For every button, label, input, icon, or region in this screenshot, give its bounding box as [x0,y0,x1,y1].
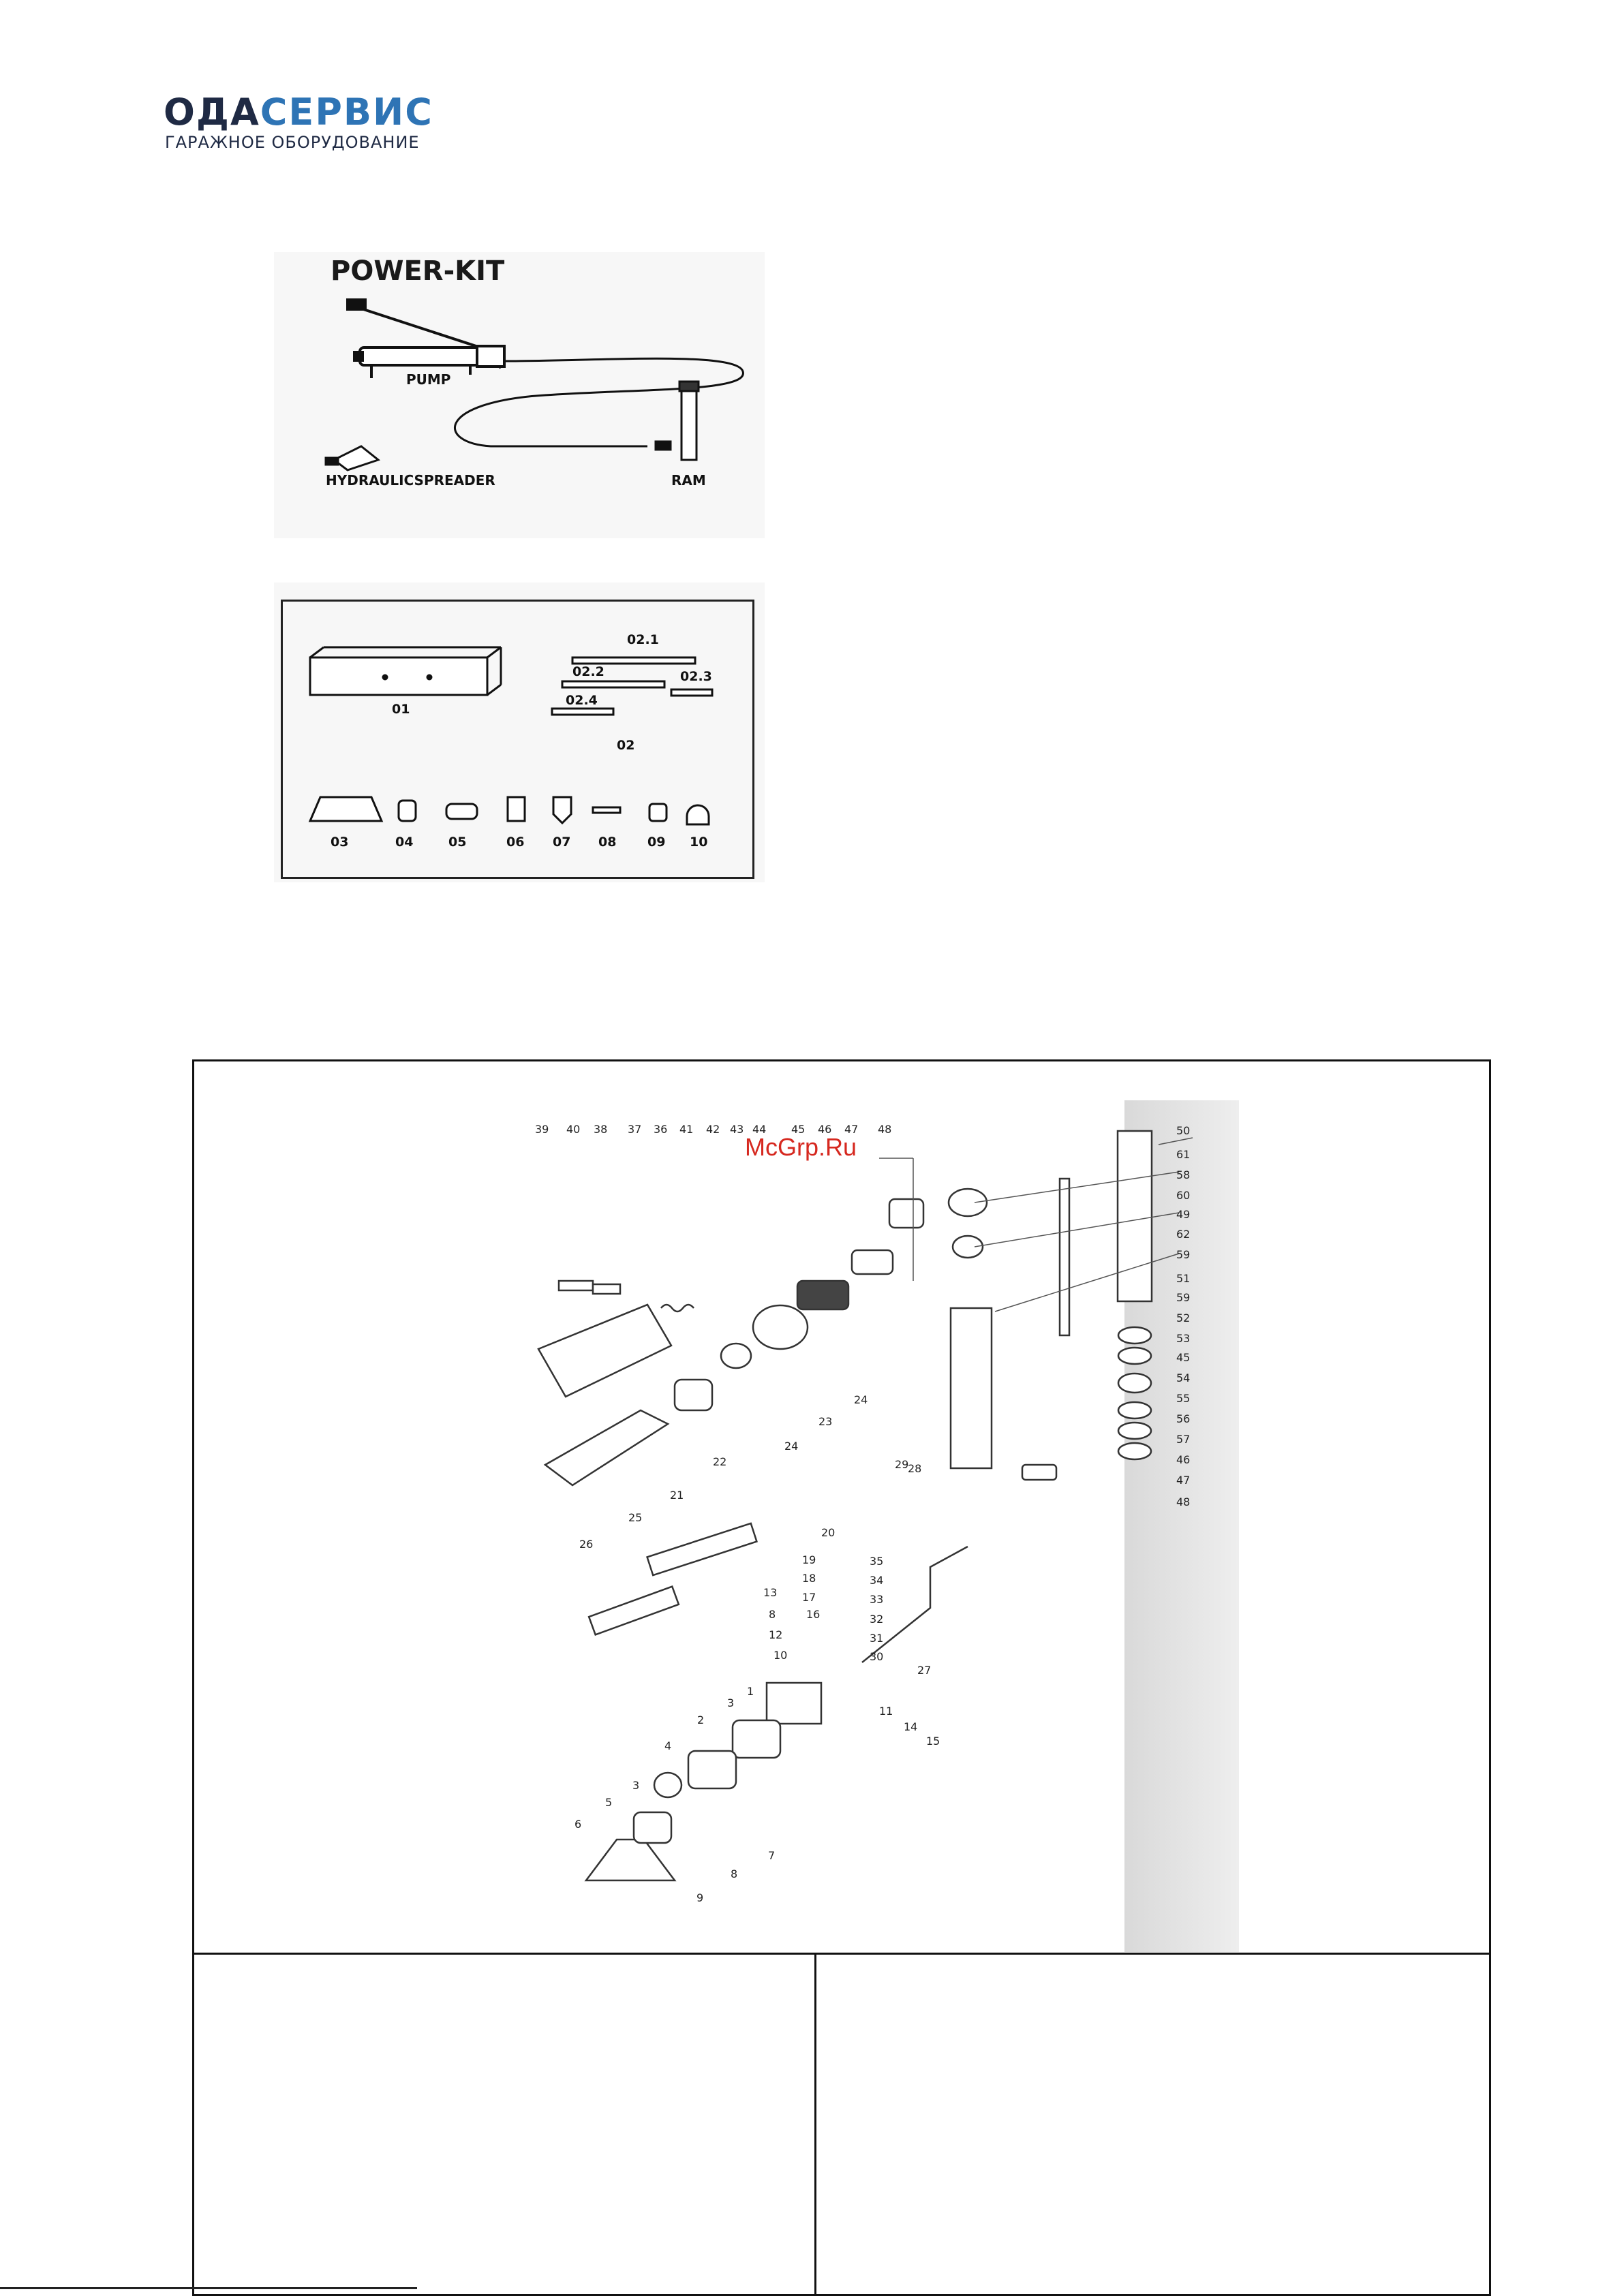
table-divider [814,1953,816,2296]
part-number: 34 [870,1574,884,1587]
part-number: 59 [1176,1291,1191,1304]
part-number: 35 [870,1555,884,1568]
part-number: 50 [1176,1124,1191,1137]
logo-part-1: ОДА [164,91,260,134]
part-number: 25 [628,1511,643,1524]
part-number: 45 [791,1123,806,1136]
part-number: 24 [854,1393,868,1406]
part-number: 3 [632,1779,640,1792]
part-number: 56 [1176,1412,1191,1425]
part-number: 1 [747,1685,754,1698]
part-number: 53 [1176,1332,1191,1345]
part-number: 9 [696,1891,704,1904]
part-number: 45 [1176,1351,1191,1364]
accessory-label: 10 [690,835,708,850]
power-kit-title: POWER-KIT [331,255,505,287]
part-number: 46 [1176,1453,1191,1466]
part-number: 58 [1176,1168,1191,1181]
part-number: 10 [773,1649,788,1662]
accessory-label: 05 [448,835,467,850]
company-logo [164,92,484,153]
extension-label-1: 02.1 [627,632,659,647]
part-number: 40 [566,1123,581,1136]
part-number: 62 [1176,1228,1191,1241]
part-number: 55 [1176,1392,1191,1405]
part-number: 48 [878,1123,892,1136]
part-number: 21 [670,1489,684,1502]
part-number: 54 [1176,1371,1191,1384]
part-number: 41 [679,1123,694,1136]
part-number: 39 [535,1123,549,1136]
part-number: 23 [818,1415,833,1428]
logo-wordmark [164,92,433,133]
part-number: 4 [664,1739,672,1752]
extension-group-label: 02 [617,738,635,753]
part-number: 47 [844,1123,859,1136]
part-number: 36 [654,1123,668,1136]
part-number: 33 [870,1593,884,1606]
part-number: 52 [1176,1312,1191,1324]
accessory-label: 07 [553,835,571,850]
part-number: 47 [1176,1474,1191,1487]
part-number: 48 [1176,1495,1191,1508]
part-number: 24 [784,1440,799,1453]
part-number: 46 [818,1123,832,1136]
footnote-rule [0,2287,417,2289]
power-kit-figure [274,252,765,538]
exploded-view-table [192,1059,1491,2296]
part-number: 8 [769,1608,776,1621]
accessory-label: 06 [506,835,525,850]
part-number: 19 [802,1553,816,1566]
part-number: 44 [752,1123,767,1136]
extension-label-4: 02.4 [566,693,598,708]
watermark: McGrp.Ru [745,1133,857,1161]
part-number: 14 [904,1720,918,1733]
part-number: 18 [802,1572,816,1585]
table-divider [192,1953,1491,1955]
extension-label-3: 02.3 [680,669,712,684]
part-number: 38 [594,1123,608,1136]
part-number: 30 [870,1650,884,1663]
part-number: 31 [870,1632,884,1645]
part-number: 49 [1176,1208,1191,1221]
part-number: 11 [879,1705,893,1718]
part-number: 29 [895,1458,909,1471]
part-number: 6 [574,1818,582,1831]
part-number: 20 [821,1526,836,1539]
part-number: 22 [713,1455,727,1468]
accessory-label: 04 [395,835,414,850]
part-number: 13 [763,1586,778,1599]
pump-label: PUMP [406,371,451,388]
part-number: 57 [1176,1433,1191,1446]
part-number: 7 [768,1849,776,1862]
accessory-label: 03 [331,835,349,850]
part-number: 16 [806,1608,821,1621]
accessory-label: 08 [598,835,617,850]
ram-label: RAM [671,472,706,488]
logo-part-2: СЕРВИС [260,91,433,134]
part-number: 17 [802,1591,816,1604]
logo-tagline: ГАРАЖНОЕ ОБОРУДОВАНИЕ [165,133,420,152]
part-number: 15 [926,1735,940,1748]
part-number: 32 [870,1613,884,1626]
accessory-label: 09 [647,835,666,850]
part-number: 59 [1176,1248,1191,1261]
part-number: 27 [917,1664,932,1677]
part-number: 12 [769,1628,783,1641]
part-number: 2 [697,1713,705,1726]
part-number: 60 [1176,1189,1191,1202]
part-number: 28 [908,1462,922,1475]
part-number: 61 [1176,1148,1191,1161]
part-number: 26 [579,1538,594,1551]
part-number: 42 [706,1123,720,1136]
extension-label-2: 02.2 [572,664,604,679]
part-number: 51 [1176,1272,1191,1285]
part-number: 43 [730,1123,744,1136]
spreader-label: HYDRAULICSPREADER [326,472,495,488]
part-number: 8 [731,1867,738,1880]
case-label: 01 [392,702,410,717]
part-number: 5 [605,1796,613,1809]
part-number: 3 [727,1696,735,1709]
part-number: 37 [628,1123,642,1136]
